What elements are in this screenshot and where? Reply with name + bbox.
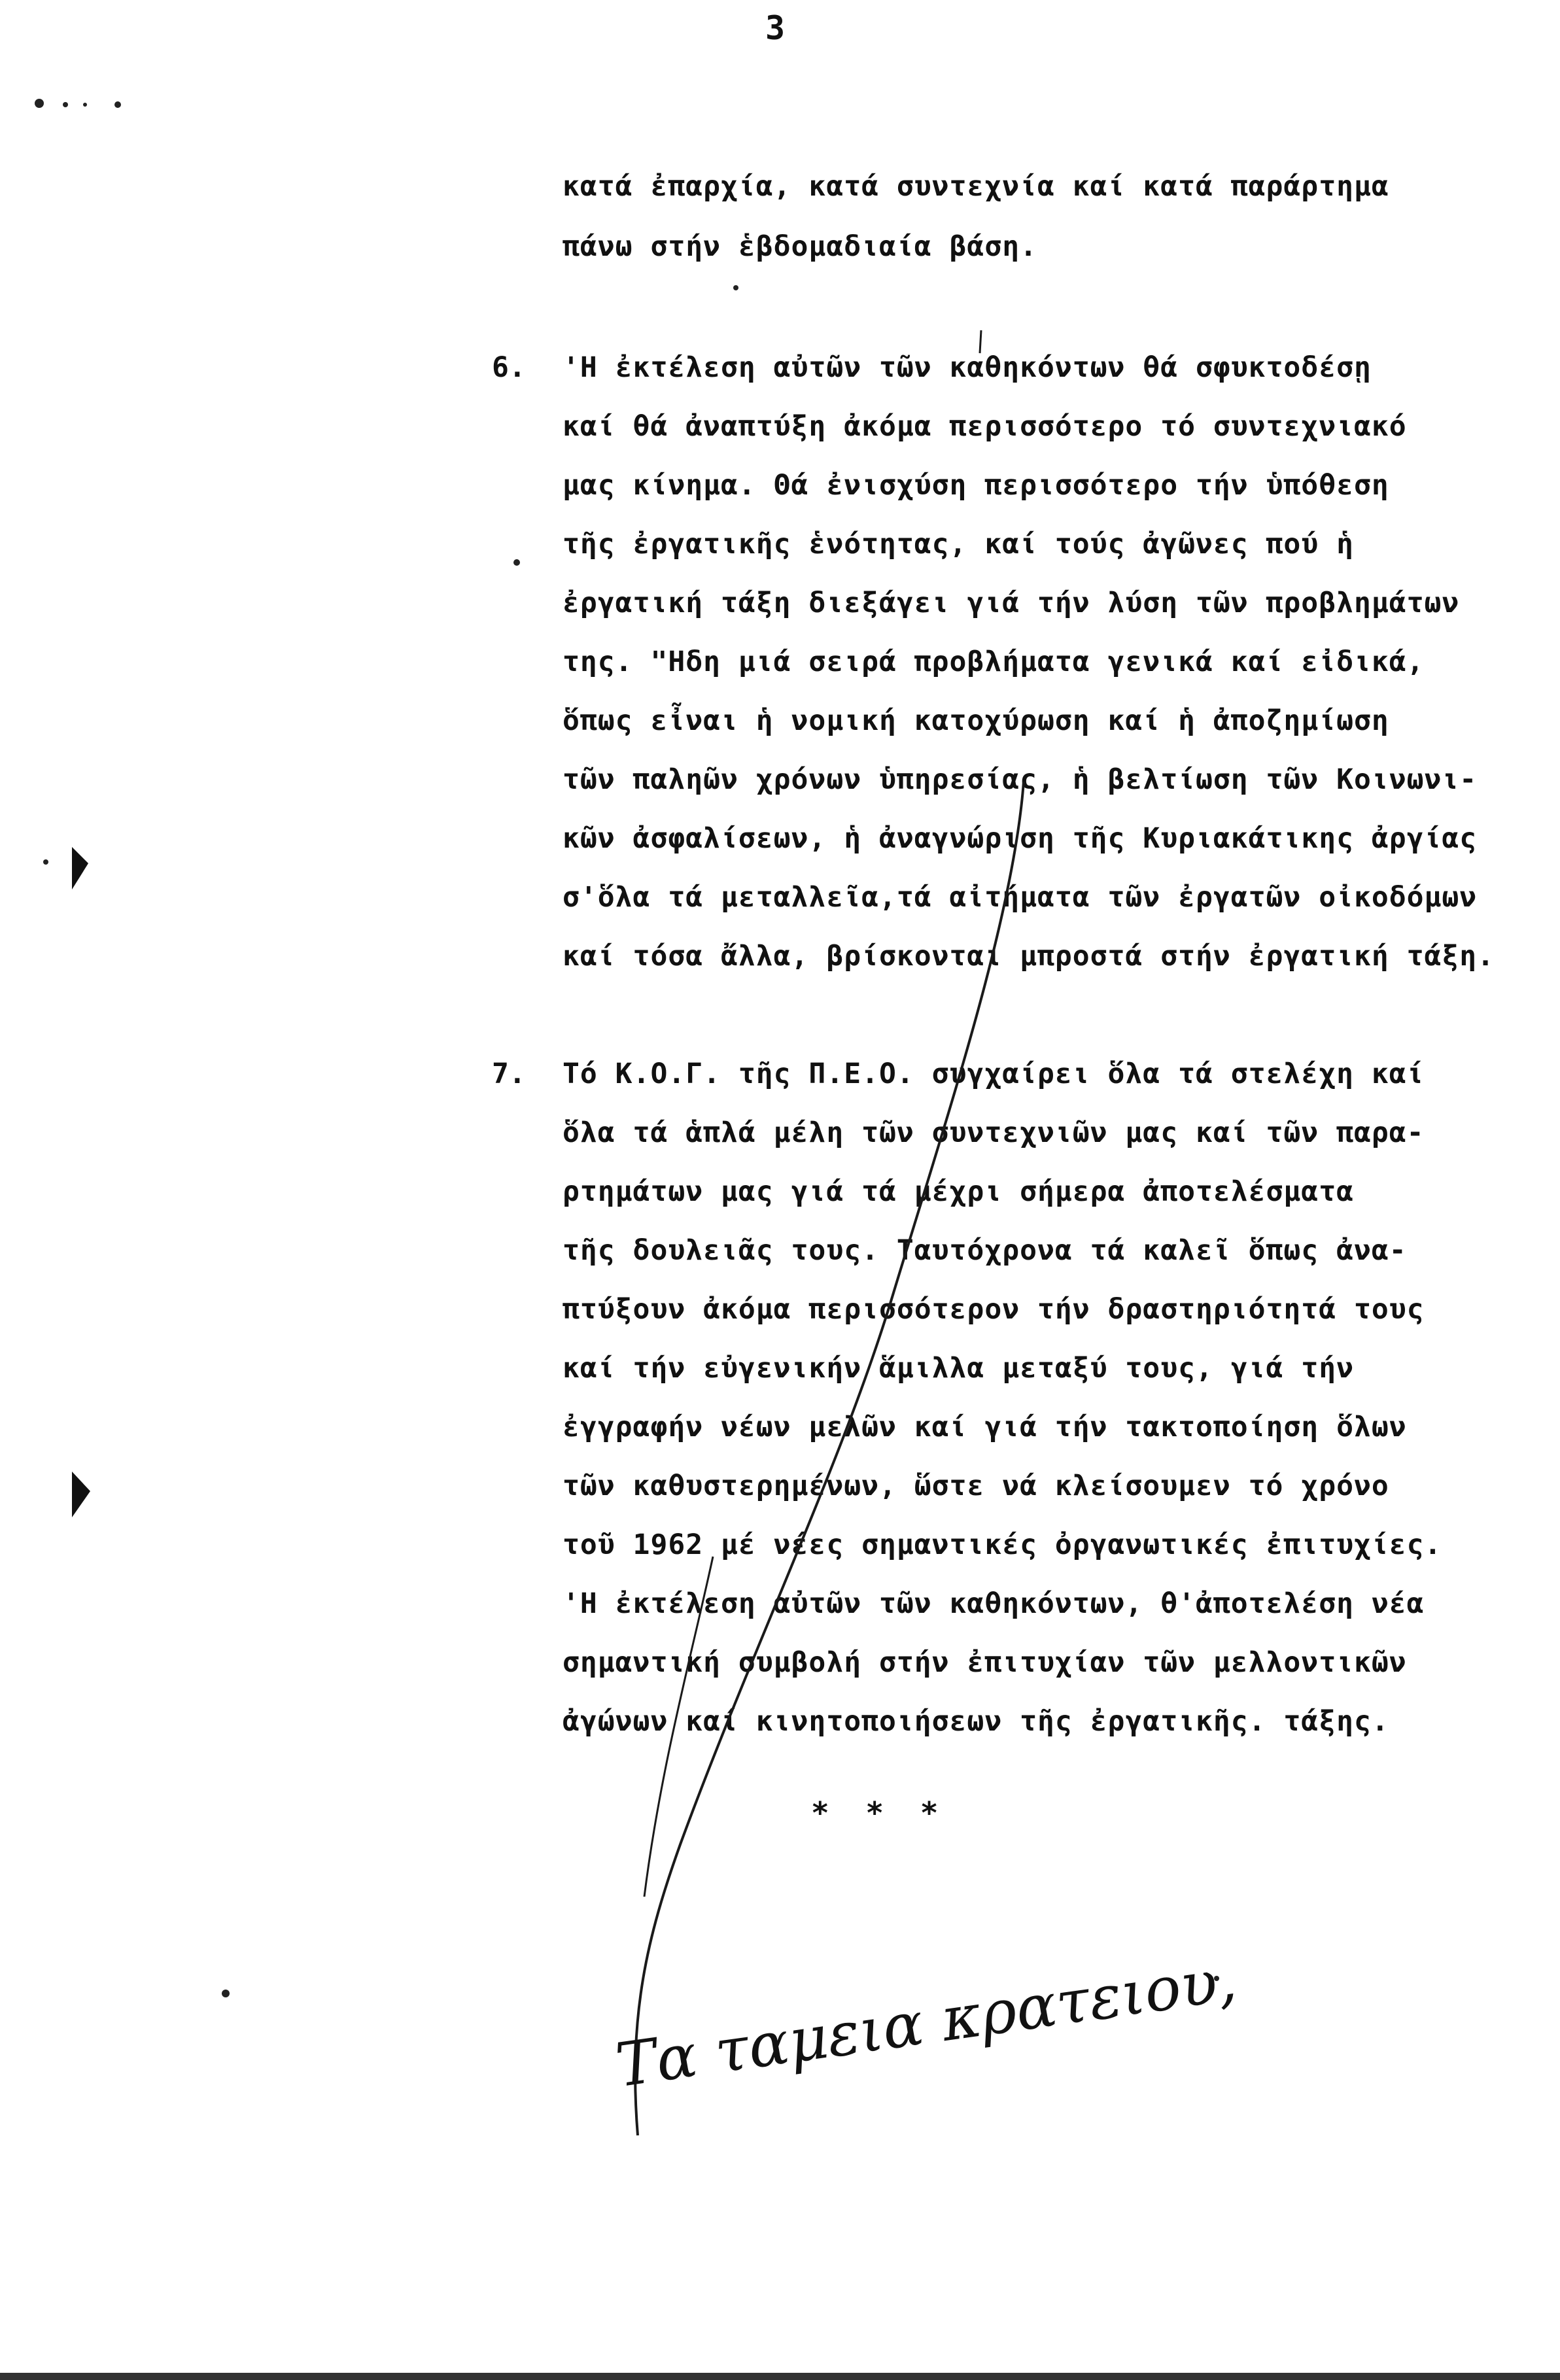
paragraph-line: 'Η ἐκτέλεση αὐτῶν τῶν καθηκόντων θά σφυκτοδέσῃ	[563, 351, 1372, 384]
paragraph-number: 7.	[492, 1058, 526, 1090]
intro-line: πάνω στήν ἑβδομαδιαία βάση.	[563, 230, 1037, 263]
paragraph-line: τῆς ἐργατικῆς ἑνότητας, καί τούς ἀγῶνες πού ἡ	[563, 528, 1354, 561]
scan-speck	[43, 859, 48, 865]
scan-speck	[35, 99, 44, 108]
paragraph-line: ἐγγραφήν νέων μελῶν καί γιά τήν τακτοποίηση ὅλων	[563, 1411, 1407, 1443]
paragraph-line: ἐργατική τάξη διεξάγει γιά τήν λύση τῶν προβλημάτων	[563, 587, 1460, 619]
paragraph-line: καί τόσα ἄλλα, βρίσκονται μπροστά στήν ἐργατική τάξη.	[563, 940, 1495, 973]
scan-speck	[63, 102, 68, 107]
paragraph-line: μας κίνημα. Θά ἐνισχύση περισσότερο τήν ὑπόθεση	[563, 469, 1389, 502]
paragraph-line: τῶν παληῶν χρόνων ὑπηρεσίας, ἡ βελτίωση τῶν Κοινωνι-	[563, 763, 1478, 796]
paragraph-line: τοῦ 1962 μέ νέες σημαντικές ὀργανωτικές ἐπιτυχίες.	[563, 1528, 1442, 1561]
paragraph-line: Τό Κ.Ο.Γ. τῆς Π.Ε.Ο. συγχαίρει ὅλα τά στελέχη καί	[563, 1058, 1425, 1090]
page-number: 3	[765, 9, 786, 47]
pen-stroke	[980, 330, 981, 353]
section-separator: * * *	[811, 1795, 948, 1831]
scan-speck	[114, 101, 121, 108]
paragraph-line: 'Η ἐκτέλεση αὐτῶν τῶν καθηκόντων, θ'ἀποτελέση νέα	[563, 1587, 1425, 1620]
paragraph-line: τῶν καθυστερημένων, ὥστε νά κλείσουμεν τό χρόνο	[563, 1470, 1389, 1502]
paragraph-line: σ'ὅλα τά μεταλλεῖα,τά αἰτήματα τῶν ἐργατῶν οἰκοδόμων	[563, 881, 1478, 914]
scan-edge-shadow	[0, 2373, 1560, 2380]
paragraph-line: ρτημάτων μας γιά τά μέχρι σήμερα ἀποτελέσματα	[563, 1175, 1354, 1208]
paragraph-line: ὅπως εἶναι ἡ νομική κατοχύρωση καί ἡ ἀποζημίωση	[563, 704, 1389, 737]
paragraph-line: καί θά ἀναπτύξη ἀκόμα περισσότερο τό συντεχνιακό	[563, 410, 1407, 443]
punch-hole-mark	[72, 1472, 90, 1517]
paragraph-line: της. "Ηδη μιά σειρά προβλήματα γενικά καί εἰδικά,	[563, 646, 1425, 678]
paragraph-number: 6.	[492, 351, 526, 384]
scan-speck	[83, 103, 87, 107]
paragraph-line: κῶν ἀσφαλίσεων, ἡ ἀναγνώριση τῆς Κυριακάτικης ἀργίας	[563, 822, 1478, 855]
scan-speck	[513, 559, 520, 566]
pen-stroke	[635, 782, 1024, 2135]
intro-line: κατά ἐπαρχία, κατά συντεχνία καί κατά παράρτημα	[563, 170, 1389, 203]
paragraph-line: τῆς δουλειᾶς τους. Ταυτόχρονα τά καλεῖ ὅπως ἀνα-	[563, 1234, 1407, 1267]
paragraph-line: καί τήν εὐγενικήν ἅμιλλα μεταξύ τους, γιά τήν	[563, 1352, 1354, 1385]
scan-speck	[222, 1990, 230, 1997]
handwritten-note: Τα ταμεια κρατειου,	[612, 1944, 1241, 2101]
punch-hole-mark	[72, 847, 88, 889]
paragraph-line: ἀγώνων καί κινητοποιήσεων τῆς ἐργατικῆς. τάξης.	[563, 1705, 1389, 1738]
paragraph-line: πτύξουν ἀκόμα περισσότερον τήν δραστηριότητά τους	[563, 1293, 1425, 1326]
paragraph-line: ὅλα τά ἁπλά μέλη τῶν συντεχνιῶν μας καί τῶν παρα-	[563, 1116, 1425, 1149]
scan-speck	[733, 285, 738, 290]
paragraph-line: σημαντική συμβολή στήν ἐπιτυχίαν τῶν μελλοντικῶν	[563, 1646, 1407, 1679]
